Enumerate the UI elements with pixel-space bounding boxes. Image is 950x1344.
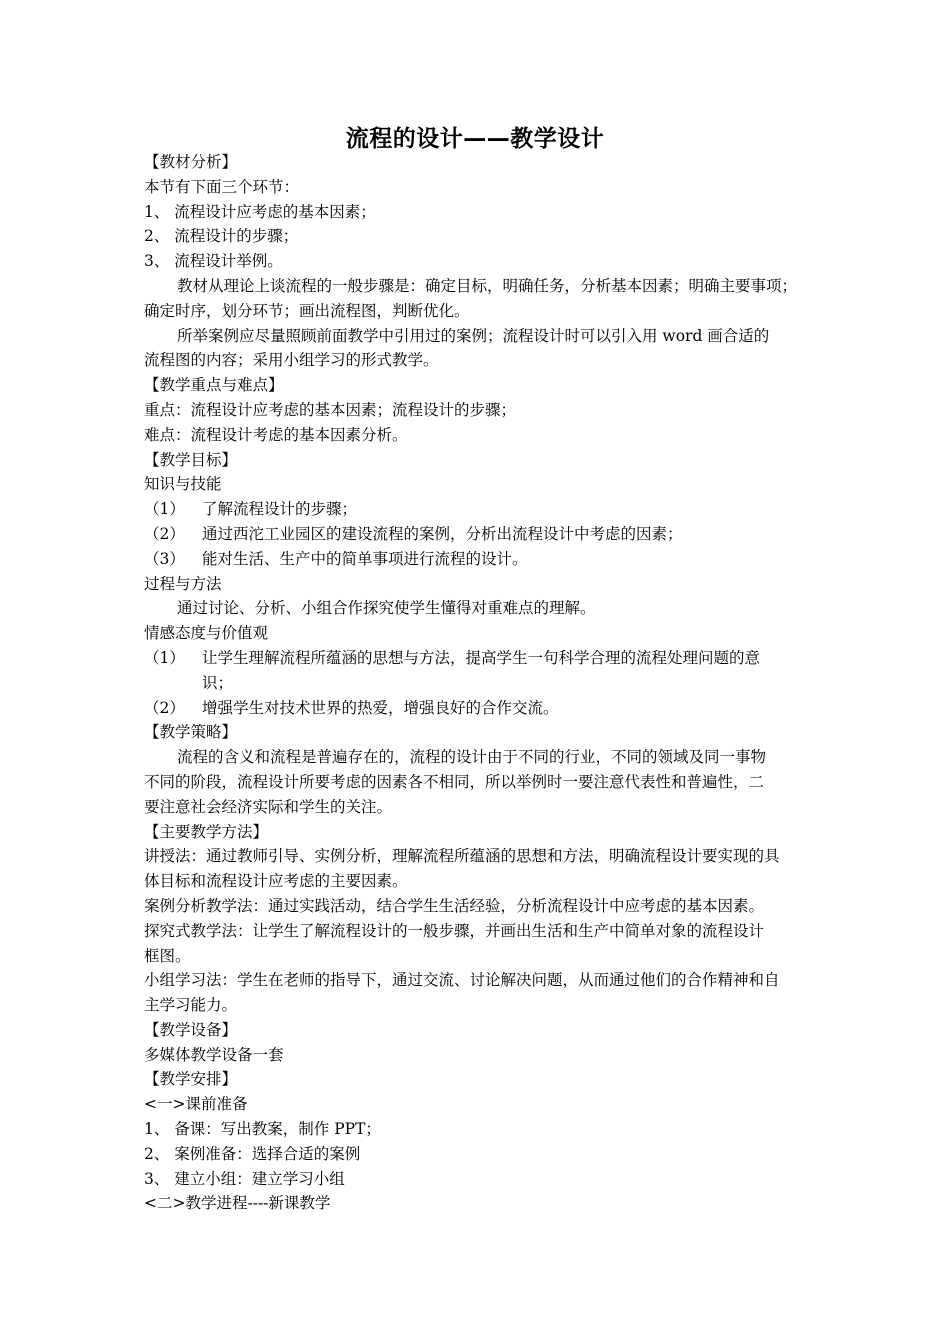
analysis-item: 1、 流程设计应考虑的基本因素； [144,202,376,221]
section-heading-key-points: 【教学重点与难点】 [144,376,284,395]
section-heading-analysis: 【教材分析】 [144,153,238,171]
goals-process-title: 过程与方法 [144,574,222,593]
analysis-paragraph-line: 流程图的内容；采用小组学习的形式教学。 [144,351,439,370]
analysis-intro: 本节有下面三个环节： [144,177,300,196]
analysis-item: 2、 流程设计的步骤； [144,227,299,246]
list-number: （1） [144,648,185,667]
list-item [144,497,814,522]
section-heading-equipment: 【教学设备】 [144,1020,238,1039]
list-text: 了解流程设计的步骤； [202,500,358,519]
analysis-item: 3、 流程设计举例。 [144,252,283,271]
section-heading-strategy: 【教学策略】 [144,723,238,742]
goals-knowledge-title: 知识与技能 [144,475,222,494]
strategy-paragraph-line: 流程的含义和流程是普遍存在的，流程的设计由于不同的行业，不同的领域及同一事物 [177,748,767,767]
list-text: 通过西沱工业园区的建设流程的案例，分析出流程设计中考虑的因素； [202,524,683,543]
list-text: 让学生理解流程所蕴涵的思想与方法，提高学生一句科学合理的流程处理问题的意 [202,648,761,667]
arrangement-item: 2、 案例准备：选择合适的案例 [144,1144,361,1163]
method-line: 主学习能力。 [144,996,238,1015]
arrangement-item: 3、 建立小组：建立学习小组 [144,1169,345,1188]
goals-process-text: 通过讨论、分析、小组合作探究使学生懂得对重难点的理解。 [177,599,596,618]
document-body [144,150,814,1216]
method-line: 探究式教学法：让学生了解流程设计的一般步骤，并画出生活和生产中简单对象的流程设计 [144,921,765,940]
list-number: （2） [144,698,185,717]
equipment-text: 多媒体教学设备一套 [144,1045,284,1064]
arrangement-part-title: <二>教学进程----新课教学 [144,1194,331,1213]
list-text-continuation: 识； [202,673,234,692]
list-item [144,696,814,721]
list-number: （1） [144,500,185,519]
section-heading-methods: 【主要教学方法】 [144,822,269,841]
section-heading-arrangement: 【教学安排】 [144,1070,238,1089]
method-line: 讲授法：通过教师引导、实例分析，理解流程所蕴涵的思想和方法，明确流程设计要实现的具 [144,847,780,866]
section-heading-goals: 【教学目标】 [144,450,238,469]
list-item [144,646,814,671]
goals-emotion-title: 情感态度与价值观 [144,624,269,643]
list-text: 能对生活、生产中的简单事项进行流程的设计。 [202,549,528,568]
list-text: 增强学生对技术世界的热爱，增强良好的合作交流。 [202,698,559,717]
list-item [144,522,814,547]
document-title: 流程的设计——教学设计 [345,126,605,152]
arrangement-part-title: <一>课前准备 [144,1095,248,1114]
list-number: （2） [144,524,185,543]
strategy-paragraph-line: 要注意社会经济实际和学生的关注。 [144,797,393,816]
difficult-point-text: 难点：流程设计考虑的基本因素分析。 [144,425,408,444]
method-line: 小组学习法：学生在老师的指导下，通过交流、讨论解决问题，从而通过他们的合作精神和自 [144,971,780,990]
list-number: （3） [144,549,185,568]
analysis-paragraph-line: 确定时序，划分环节；画出流程图，判断优化。 [144,301,470,320]
method-line: 框图。 [144,946,191,965]
method-line: 案例分析教学法：通过实践活动，结合学生生活经验，分析流程设计中应考虑的基本因素。 [144,896,765,915]
arrangement-item: 1、 备课：写出教案，制作 PPT； [144,1120,381,1139]
key-point-text: 重点：流程设计应考虑的基本因素；流程设计的步骤； [144,400,517,419]
analysis-paragraph-line: 所举案例应尽量照顾前面教学中引用过的案例；流程设计时可以引入用 word 画合适的 [177,326,770,345]
method-line: 体目标和流程设计应考虑的主要因素。 [144,872,408,891]
analysis-paragraph-line: 教材从理论上谈流程的一般步骤是：确定目标，明确任务，分析基本因素；明确主要事项； [177,276,798,295]
strategy-paragraph-line: 不同的阶段，流程设计所要考虑的因素各不相同，所以举例时一要注意代表性和普遍性，二 [144,772,765,791]
list-item [144,547,814,572]
